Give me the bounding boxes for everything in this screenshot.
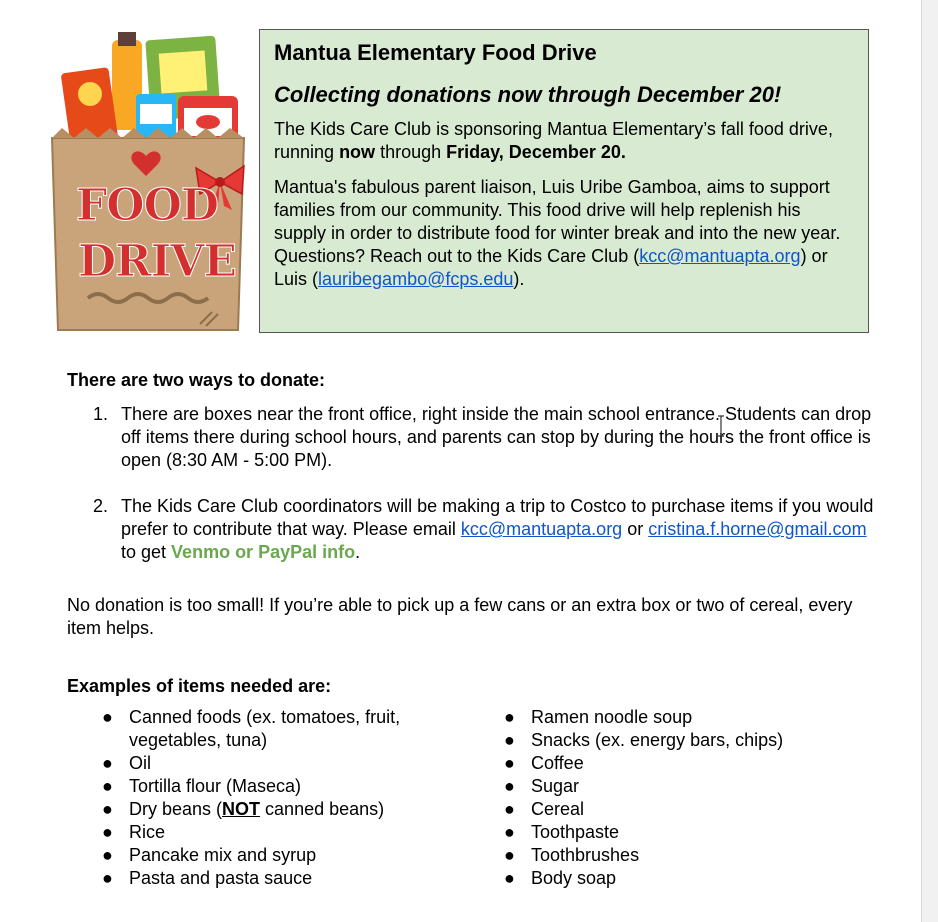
- list-item: ● Body soap: [504, 868, 617, 888]
- list-item: ● Tortilla flour (Maseca): [102, 776, 302, 796]
- list-item: ● Sugar: [504, 776, 580, 796]
- small-note: No donation is too small! If you’re able to pick up a few cans or an extra box or two of cereal, every item helps.: [67, 595, 853, 638]
- intro-paragraph: The Kids Care Club is sponsoring Mantua Elementary’s fall food drive, running now through Friday, December 20.: [274, 119, 833, 162]
- way-item-2: 2. The Kids Care Club coordinators will be making a trip to Costco to purchase items if you would prefer to contribute that way. Please email kcc@mantuapta.org or cristina.f.horne@gmail.com to get Venmo or PayPal info.: [93, 496, 874, 562]
- list-item: ● Pancake mix and syrup: [102, 845, 317, 865]
- ways-heading: There are two ways to donate:: [67, 370, 326, 390]
- text-cursor-icon: [717, 415, 725, 437]
- scrollbar[interactable]: [921, 0, 938, 922]
- list-item: ● Pasta and pasta sauce: [102, 868, 313, 888]
- list-item: ● Coffee: [504, 753, 584, 773]
- examples-left-column: [100, 706, 440, 890]
- luis-email-link[interactable]: lauribegambo@fcps.edu: [318, 269, 514, 289]
- cristina-email-link[interactable]: cristina.f.horne@gmail.com: [648, 519, 867, 539]
- drive-label: DRIVE: [78, 236, 236, 287]
- page-subtitle: Collecting donations now through December 20!: [274, 82, 782, 107]
- list-item: ● Toothbrushes: [504, 845, 640, 865]
- list-item: ● Oil: [102, 753, 151, 773]
- liaison-paragraph: Mantua's fabulous parent liaison, Luis Uribe Gamboa, aims to support families from our community. This food drive will help replenish his supply in order to distribute food for winter break and into the new year. Questions? Reach out to the Kids Care Club (kcc@mantuapta.org) or Luis (lauribegambo@fcps.edu).: [274, 177, 841, 289]
- header-box: [259, 29, 869, 333]
- way-item-1: 1. There are boxes near the front office, right inside the main school entrance. Students can drop off items there during school hours, and parents can stop by during the hours the front office is open (8:30 AM - 5:00 PM).: [93, 404, 872, 470]
- food-drive-illustration: [48, 32, 254, 332]
- list-item: ● Ramen noodle soup: [504, 707, 693, 727]
- kcc-email-link-2[interactable]: kcc@mantuapta.org: [460, 519, 623, 539]
- list-item: ● Snacks (ex. energy bars, chips): [504, 730, 784, 750]
- food-label: FOOD: [76, 180, 219, 231]
- list-item: ● Rice: [102, 822, 166, 842]
- list-item: ● Dry beans (NOT canned beans): [102, 799, 385, 819]
- page-title: Mantua Elementary Food Drive: [274, 40, 597, 65]
- examples-heading: Examples of items needed are:: [67, 676, 332, 696]
- list-item: ● Cereal: [504, 799, 585, 819]
- kcc-email-link[interactable]: kcc@mantuapta.org: [639, 246, 801, 266]
- list-item: ● Toothpaste: [504, 822, 620, 842]
- list-item: ● Canned foods (ex. tomatoes, fruit, vegetables, tuna): [102, 707, 401, 750]
- ways-section: [67, 369, 877, 564]
- examples-right-column: [502, 706, 842, 890]
